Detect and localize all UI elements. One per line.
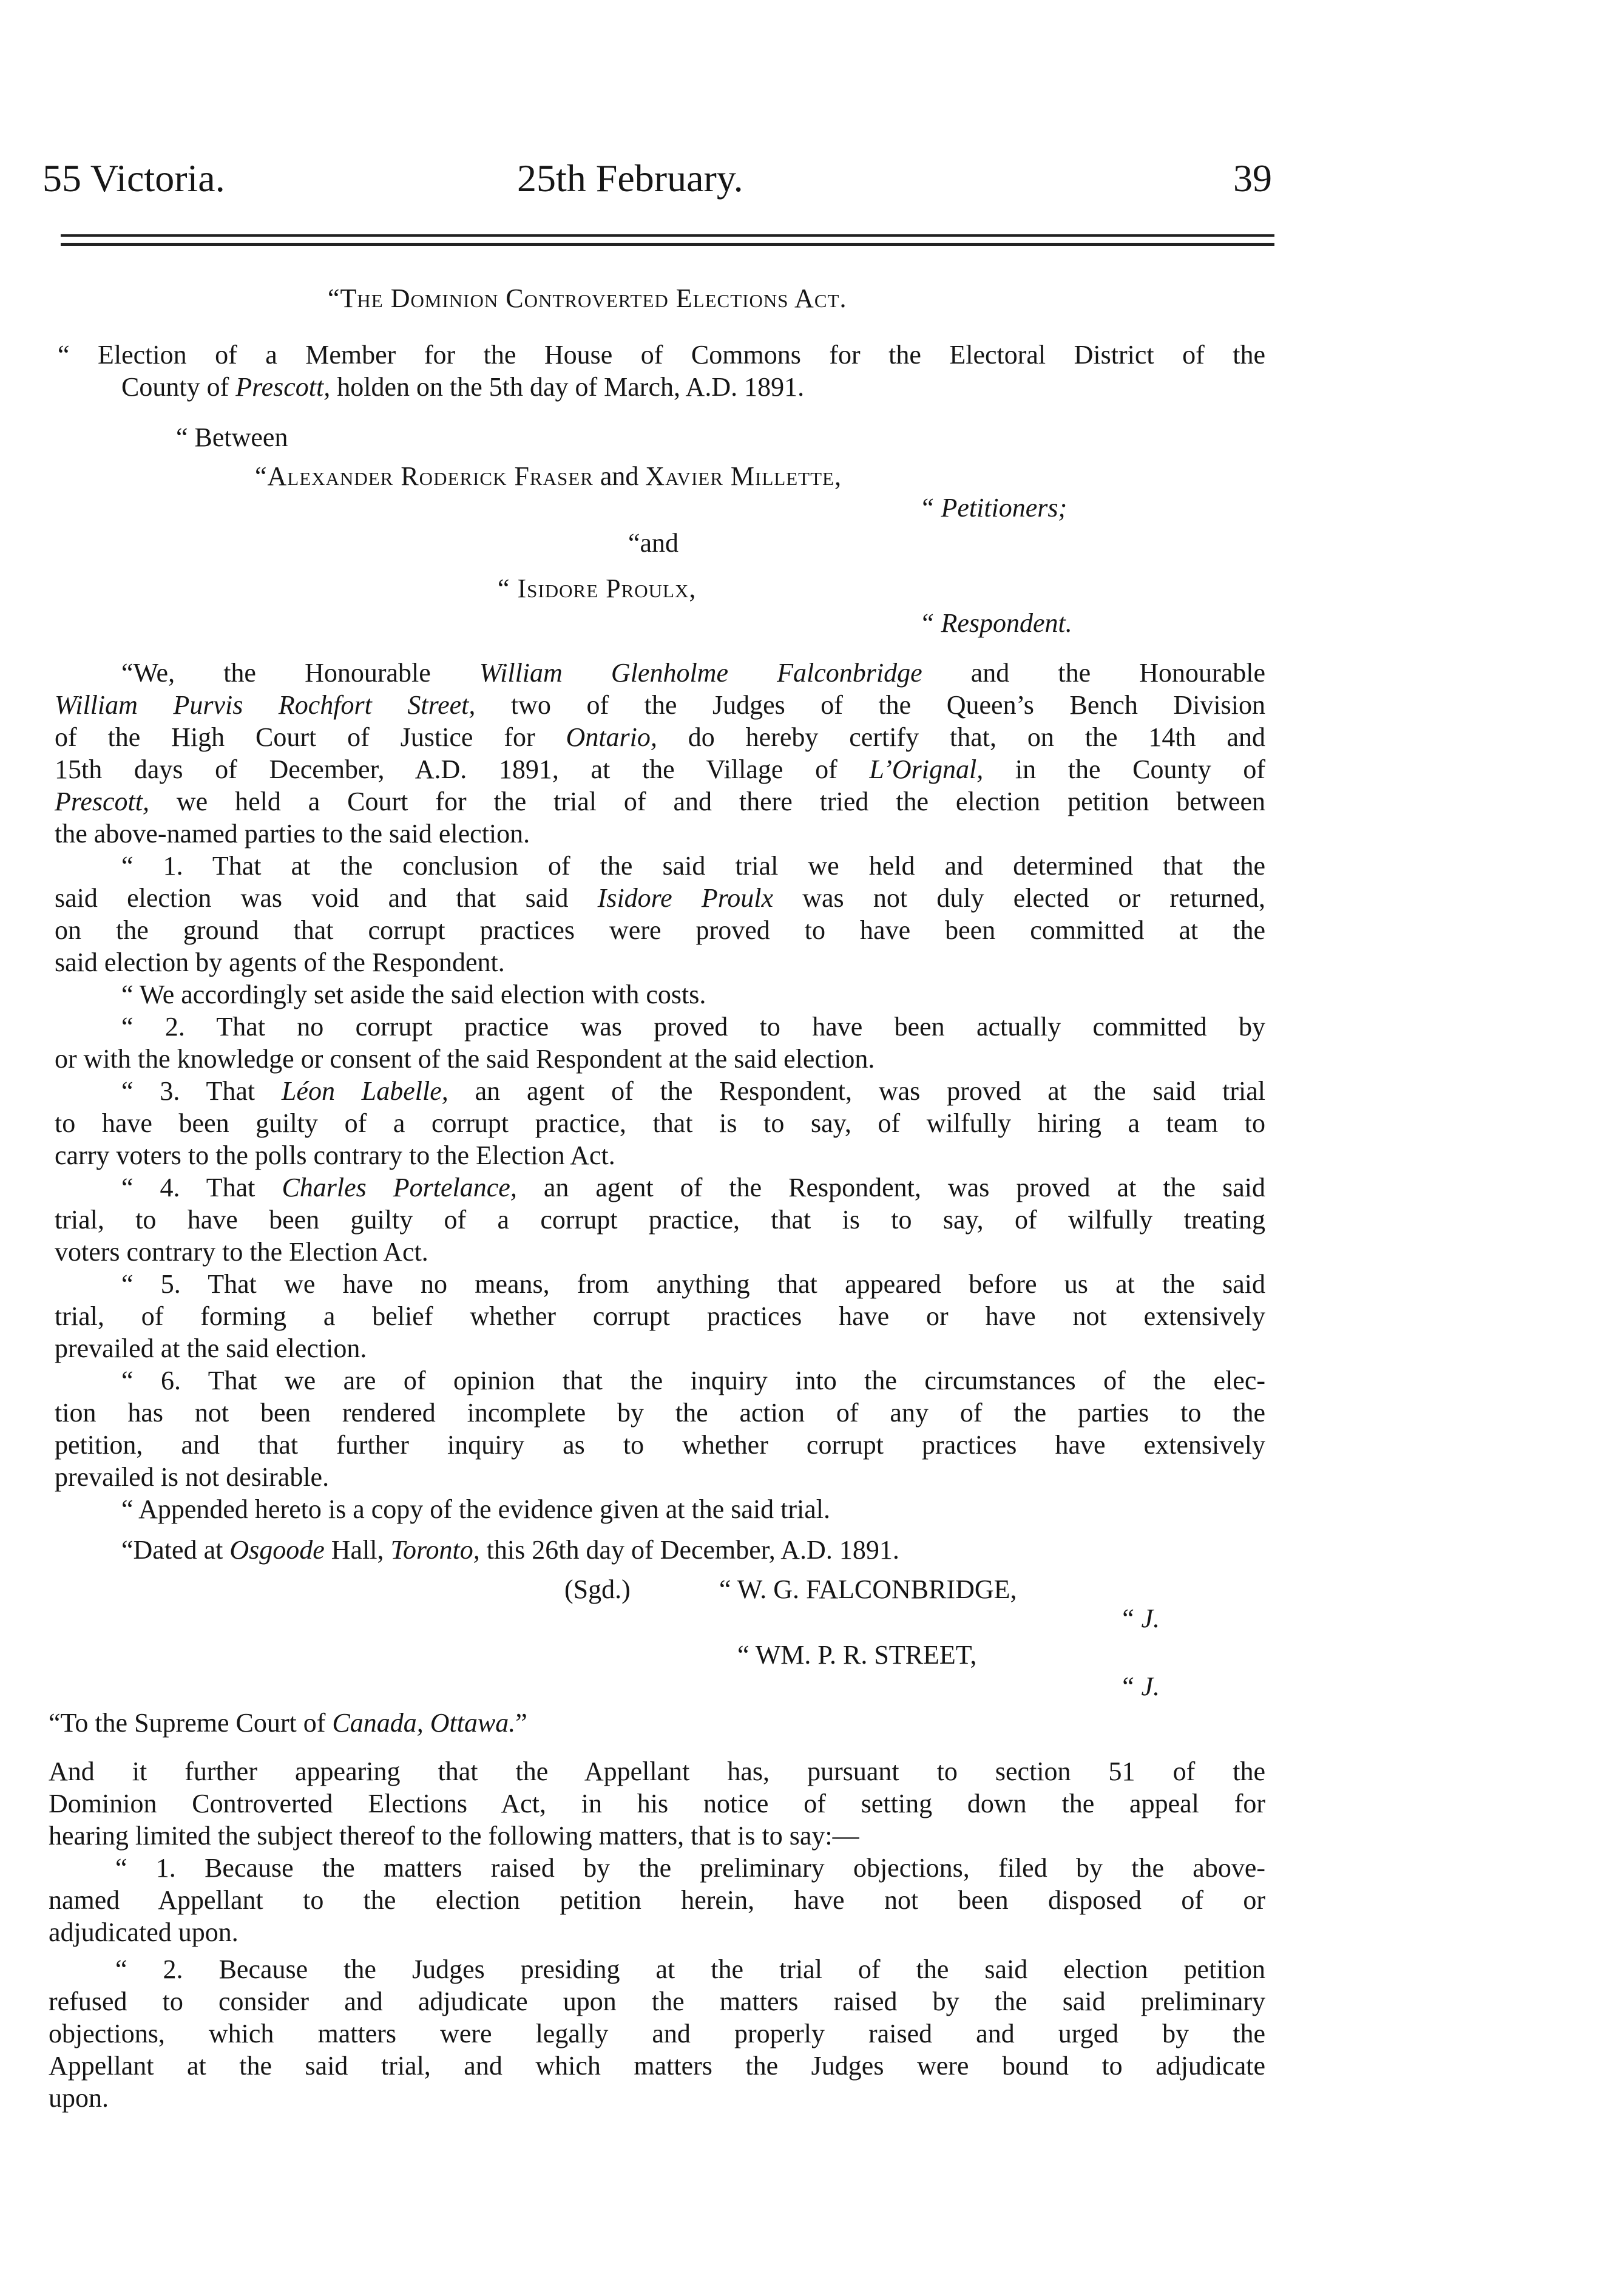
petitioners-label-text: “ Petitioners;: [919, 493, 1067, 523]
appeal-line-1: And it further appearing that the Appellant has, pursuant to section 51 of the: [49, 1757, 1265, 1786]
judge-title-1-text: “ J.: [1120, 1604, 1160, 1633]
petitioners-names: [255, 460, 842, 492]
cert-l4-a: 15th days of December, A.D. 1891, at the Village of: [55, 754, 870, 784]
matter2-line-1: “ 2. Because the Judges presiding at the trial of the said election petition: [115, 1954, 1265, 1984]
petitioner-1: “Alexander Roderick Fraser: [255, 461, 594, 491]
certificate-line-5: [55, 785, 1265, 818]
para5-line-2: trial, of forming a belief whether corrupt practices have or have not extensively: [55, 1301, 1265, 1331]
para1-line-4: said election by agents of the Respondent.: [55, 947, 505, 977]
para6-line-3: petition, and that further inquiry as to whether corrupt practices have extensively: [55, 1430, 1265, 1460]
judge-title-2: [1120, 1670, 1160, 1703]
para4-line-3: voters contrary to the Election Act.: [55, 1237, 428, 1267]
matter1-line-2: named Appellant to the election petition herein, have not been disposed of or: [49, 1885, 1265, 1915]
signed-label: (Sgd.): [564, 1574, 631, 1604]
dated-osgoode: Osgoode: [229, 1535, 325, 1565]
para4-line-2: trial, to have been guilty of a corrupt practice, that is to say, of wilfully treating: [55, 1205, 1265, 1235]
para4-l1-c: an agent of the Respondent, was proved at the said: [516, 1173, 1266, 1202]
matter2-line-5: upon.: [49, 2083, 109, 2113]
matter2-line-2: refused to consider and adjudicate upon the matters raised by the said preliminary: [49, 1987, 1265, 2016]
para3-line-1: [55, 1075, 1265, 1107]
certificate-line-6: the above-named parties to the said election.: [55, 819, 530, 849]
addressee-a: “To the Supreme Court of: [49, 1708, 333, 1738]
and-word: and: [593, 461, 646, 491]
judge-street: William Purvis Rochfort Street,: [55, 690, 476, 720]
para2-line-2: or with the knowledge or consent of the said Respondent at the said election.: [55, 1044, 875, 1074]
matter2-line-3: objections, which matters were legally and properly raised and urged by the: [49, 2019, 1265, 2048]
election-line-1: “ Election of a Member for the House of Commons for the Electoral District of the: [58, 340, 1265, 370]
para1-line-2: [55, 882, 1265, 914]
respondent-label: [919, 607, 1072, 639]
cert-l3-a: of the High Court of Justice for: [55, 722, 566, 752]
para3-line-2: to have been guilty of a corrupt practice, that is to say, of wilfully hiring a team to: [55, 1108, 1265, 1138]
para5-line-1: “ 5. That we have no means, from anything that appeared before us at the said: [121, 1269, 1265, 1299]
para5-line-3: prevailed at the said election.: [55, 1333, 367, 1363]
petitioners-label: [919, 492, 1067, 524]
dated-c: Hall,: [324, 1535, 391, 1565]
election-line-2: [121, 371, 804, 403]
certificate-line-3: [55, 721, 1265, 753]
para6-line-2: tion has not been rendered incomplete by the action of any of the parties to the: [55, 1398, 1265, 1428]
election-county: Prescott,: [235, 372, 331, 402]
para3-l1-c: an agent of the Respondent, was proved at the said trial: [448, 1076, 1265, 1106]
agent-portelance: Charles Portelance,: [282, 1173, 517, 1202]
election-date: holden on the 5th day of March, A.D. 1891.: [330, 372, 805, 402]
signature-falconbridge: “ W. G. FALCONBRIDGE,: [719, 1574, 1017, 1604]
between-label: “ Between: [176, 422, 288, 452]
addressee-court: Canada, Ottawa.: [332, 1708, 516, 1738]
respondent-label-text: “ Respondent.: [919, 608, 1072, 638]
header-date: 25th February.: [517, 157, 743, 200]
judge-falconbridge: William Glenholme Falconbridge: [479, 658, 922, 688]
dated-a: “Dated at: [121, 1535, 230, 1565]
matter2-line-4: Appellant at the said trial, and which matters the Judges were bound to adjudicate: [49, 2051, 1265, 2081]
appeal-paragraph: [49, 1755, 1265, 2114]
respondent-name: “ Isidore Proulx,: [498, 574, 697, 603]
dated-e: this 26th day of December, A.D. 1891.: [479, 1535, 899, 1565]
judge-title-2-text: “ J.: [1120, 1672, 1160, 1701]
certificate-line-1: [55, 657, 1265, 689]
para1-line-1: “ 1. That at the conclusion of the said trial we held and determined that the: [121, 851, 1265, 881]
certificate-line-4: [55, 753, 1265, 785]
cert-l4-c: in the County of: [983, 754, 1266, 784]
signature-street: “ WM. P. R. STREET,: [737, 1640, 977, 1670]
and-line: “and: [628, 528, 679, 558]
addressee-line: [49, 1707, 527, 1739]
para4-line-1: [55, 1171, 1265, 1204]
county: Prescott,: [55, 787, 149, 816]
appeal-line-3: hearing limited the subject thereof to the following matters, that is to say:—: [49, 1821, 859, 1851]
para2-line-1: “ 2. That no corrupt practice was proved to have been actually committed by: [121, 1012, 1265, 1042]
certificate-paragraph: [55, 657, 1265, 1525]
matter1-line-3: adjudicated upon.: [49, 1917, 239, 1947]
para6-line-4: prevailed is not desirable.: [55, 1462, 330, 1492]
para6-line-1: “ 6. That we are of opinion that the inquiry into the circumstances of the elec-: [121, 1366, 1265, 1395]
dated-toronto: Toronto,: [390, 1535, 480, 1565]
para6-line-5: “ Appended hereto is a copy of the evidence given at the said trial.: [121, 1494, 831, 1524]
cert-l2-b: two of the Judges of the Queen’s Bench Division: [475, 690, 1265, 720]
province: Ontario,: [566, 722, 657, 752]
addressee-c: ”: [515, 1708, 527, 1738]
agent-labelle: Léon Labelle,: [281, 1076, 448, 1106]
respondent-italic: Isidore Proulx: [597, 883, 774, 913]
para4-l1-a: “ 4. That: [121, 1173, 282, 1202]
certificate-line-2: [55, 689, 1265, 721]
cert-l5-b: we held a Court for the trial of and there tried the election petition between: [149, 787, 1265, 816]
appeal-line-2: Dominion Controverted Elections Act, in his notice of setting down the appeal for: [49, 1789, 1265, 1818]
dated-line: [121, 1534, 899, 1566]
cert-l3-c: do hereby certify that, on the 14th and: [657, 722, 1265, 752]
act-title: “The Dominion Controverted Elections Act.: [328, 283, 847, 313]
para1-l2-c: was not duly elected or returned,: [773, 883, 1265, 913]
page-number: 39: [1233, 157, 1272, 200]
cert-l1-a: “We, the Honourable: [121, 658, 479, 688]
cert-l1-c: and the Honourable: [922, 658, 1265, 688]
header-rule-bottom: [61, 243, 1274, 246]
header-rule-top: [61, 234, 1274, 237]
para1-line-3: on the ground that corrupt practices were proved to have been committed at the: [55, 915, 1265, 945]
para3-l1-a: “ 3. That: [121, 1076, 282, 1106]
para1-l2-a: said election was void and that said: [55, 883, 598, 913]
election-county-label: County of: [121, 372, 236, 402]
header-session: 55 Victoria.: [42, 157, 225, 200]
village: L’Orignal,: [869, 754, 984, 784]
matter1-line-1: “ 1. Because the matters raised by the preliminary objections, filed by the above-: [115, 1853, 1265, 1883]
para1-line-5: “ We accordingly set aside the said election with costs.: [121, 980, 706, 1009]
judge-title-1: [1120, 1602, 1160, 1635]
para3-line-3: carry voters to the polls contrary to the Election Act.: [55, 1140, 615, 1170]
petitioner-2: Xavier Millette,: [645, 461, 842, 491]
